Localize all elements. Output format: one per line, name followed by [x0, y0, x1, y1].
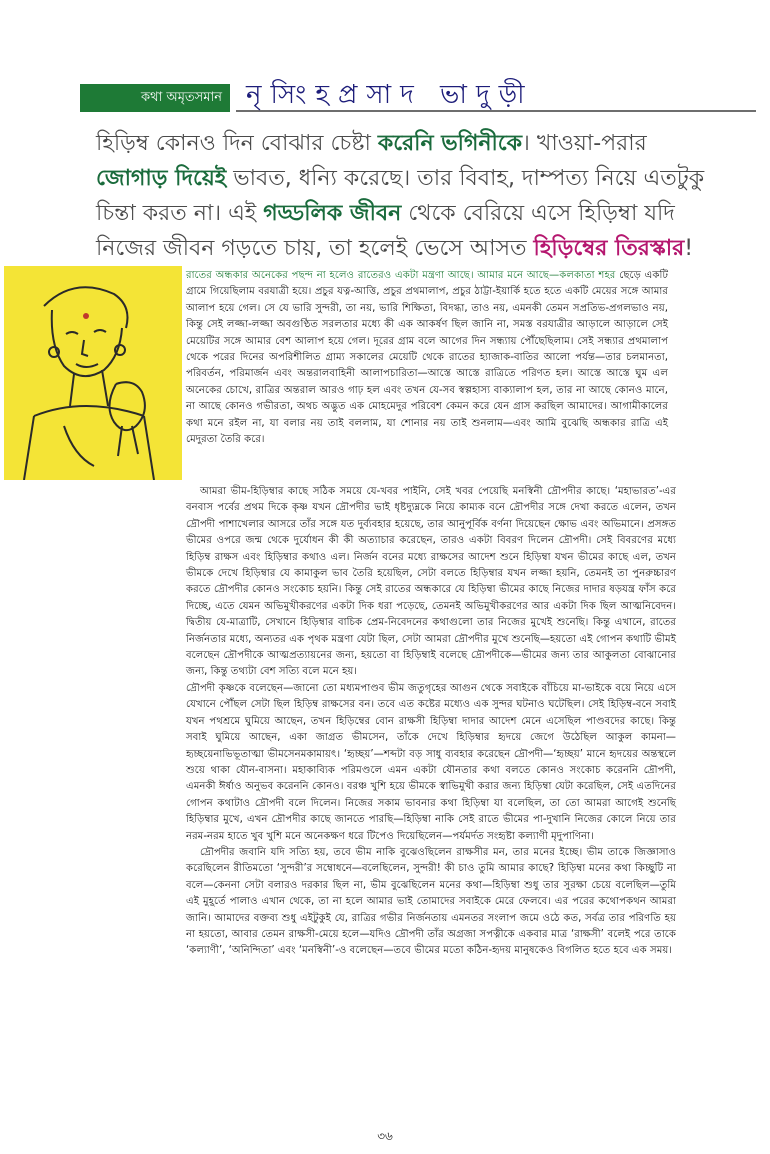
pull-quote-highlight: জোগাড় দিয়েই	[96, 166, 227, 191]
paragraph: দ্রৌপদী কৃষ্ণকে বলেছেন—জানো তো মধ্যমপাণ্ডব ভীম জতুগৃহের আগুন থেকে সবাইকে বাঁচিয়ে মা-ভাইকে বয়ে নিয়ে এসে যেখানে পৌঁছল সেটা ছিল হিড়িম্ব রাক্ষসের বন। তবে এত কষ্টের মধ্যেও এক সুন্দর ঘটনাও ঘটেছিল। সেই হিড়িম্ব-বনে সবাই যখন পথশ্রমে ঘুমিয়ে আছেন, তখন হিড়িম্বের বোন রাক্ষসী হিড়িম্বা দাদার আদেশ মেনে এসেছিল পাণ্ডবদের কাছে। কিন্তু সবাই ঘুমিয়ে আছেন, একা জাগ্রত ভীমসেন, তাঁকে দেখে হিড়িম্বার হৃদয়ে জেগে উঠেছিল আকুল কামনা— হৃচ্ছয়েনাভিভূতাত্মা ভীমসেনমকামায়ৎ। ‘হৃচ্ছয়’—শব্দটা বড় সাধু ব্যবহার করেছেন দ্রৌপদী—‘হৃচ্ছয়’ মানে হৃদয়ের অন্তস্থলে শুয়ে থাকা যৌন-বাসনা। মহাকাব্যিক পরিমণ্ডলে এমন একটা যৌনতার কথা বলতে কোনও সংকোচ করেননি দ্রৌপদী, এমনকী ঈর্ষাও অনুভব করেননি কোনও। বরঞ্চ খুশি হয়ে ভীমকে স্বাভিমুখী করার জন্য হিড়িম্বা যেটা করেছিল, সেই এতদিনের গোপন কথাটাও দ্রৌপদী বলে দিলেন। নিজের সকাম ভাবনার কথা হিড়িম্বা যা বলেছিল, তা তো আমরা আগেই শুনেছি হিড়িম্বার মুখে, এখন দ্রৌপদীর কাছে জানতে পারছি—হিড়িম্বা নাকি সেই রাতে ভীমের পা-দুখানি নিজের কোলে নিয়ে তার নরম-নরম হাতে খুব খুশি মনে অনেকক্ষণ ধরে টিপেও দিয়েছিলেন—পর্যমর্দত সংহৃষ্টা কল্যাণী মৃদুপাণিনা।	[186, 682, 676, 842]
section-tag: কথা অমৃতসমান	[80, 84, 230, 112]
body-column-bottom	[186, 484, 676, 960]
illustration	[4, 266, 182, 480]
author-name: নৃসিংহপ্রসাদ ভাদুড়ী	[246, 80, 534, 110]
paragraph	[186, 268, 668, 448]
paragraph-text: ছেড়ে একটি গ্রামে গিয়েছিলাম বরযাত্রী হয়ে। প্রচুর যত্ন-আত্তি, প্রচুর প্রথমালাপ, প্রচুর ঠাট্টা-ইয়ার্কি হতে হতে একটি মেয়ের সঙ্গে আমার আলাপ হয়ে গেল। সে যে ভারি সুন্দরী, তা নয়, ভারি শিক্ষিতা, বিদগ্ধা, তাও নয়, এমনকী তেমন সপ্রতিভ-প্রগলভাও নয়, কিন্তু সেই লজ্জা-লজ্জা অবগুণ্ঠিত সরলতার মধ্যে কী এক আকর্ষণ ছিল জানি না, সমস্ত বরযাত্রীর আড়ালে আড়ালে সেই মেয়েটির সঙ্গে আমার বেশ আলাপ হয়ে গেল। দূরের গ্রাম বলে আগের দিন সন্ধ্যায় পৌঁছেছিলাম। সেই সন্ধ্যার প্রথমালাপ থেকে পরের দিনের অপরিশীলিত গ্রাম্য সকালের মেয়েটি থেকে রাতের হ্যাজাক-বাতির আলো পর্যন্ত—তার চলমানতা, পরিবর্তন, পরিমার্জন এবং অন্তরালবাহিনী আলাপচারিতা—আস্তে আস্তে রাত্রিতে পরিণত হল। আস্তে আস্তে ঘুম এল অনেকের চোখে, রাত্রির অন্তরাল আরও গাঢ় হল এবং তখন যে-সব স্বল্পহাস্য বাক্যালাপ হল, তার না আছে কোনও মানে, না আছে কোনও গভীরতা, অথচ অদ্ভুত এক মোহমেদুর পরিবেশ কেমন করে যেন গ্রাস করছিল আমাদের। আগামীকালের কথা মনে রইল না, যা বলার নয় তাই বললাম, যা শোনার নয় তাই শুনলাম—এবং আমি বুঝেছি অন্ধকার রাত্রি এই মেদুরতা তৈরি করে।	[186, 270, 668, 446]
pull-quote	[96, 126, 716, 266]
pull-quote-text: হিড়িম্ব কোনও দিন বোঝার চেষ্টা	[96, 131, 378, 156]
body-column-top	[186, 268, 668, 448]
pull-quote-highlight: করেনি ভগিনীকে	[377, 131, 523, 156]
page-number: ৩৬	[377, 1129, 393, 1143]
paragraph: আমরা ভীম-হিড়িম্বার কাছে সঠিক সময়ে যে-খবর পাইনি, সেই খবর পেয়েছি মনস্বিনী দ্রৌপদীর কাছে। ‘মহাভারত’-এর বনবাস পর্বের প্রথম দিকে কৃষ্ণ যখন দ্রৌপদীর ভাই ধৃষ্টদ্যুম্নকে নিয়ে কাম্যক বনে দ্রৌপদীর সঙ্গে দেখা করতে এলেন, তখন দ্রৌপদী পাশাখেলার আসরে তাঁর সঙ্গে যত দুর্ব্যবহার হয়েছে, তার আনুপূর্বিক বর্ণনা দিয়েছেন ক্ষোভ এবং অভিমানে। প্রসঙ্গত ভীমের ওপরে জন্ম থেকে দুর্যোধন কী কী অত্যাচার করেছেন, তারও একটা বিবরণ দিলেন দ্রৌপদী। সেই বিবরণের মধ্যে হিড়িম্ব রাক্ষস এবং হিড়িম্বার কথাও এল। নির্জন বনের মধ্যে রাক্ষসের আদেশ শুনে হিড়িম্বা যখন ভীমের কাছে এল, তখন ভীমকে দেখে হিড়িম্বার যে কামাকুল ভাব তৈরি হয়েছিল, সেটা বলতে হিড়িম্বার যখন লজ্জা হয়নি, তেমনই তা পুনরুচ্চারণ করতে দ্রৌপদীর কোনও সংকোচ হয়নি। কিন্তু সেই রাতের অন্ধকারে যে হিড়িম্বা ভীমের কাছে নিজের দাদার ষড়যন্ত্র ফাঁস করে দিচ্ছে, এতে যেমন অভিমুখীকরণের একটা দিক ধরা পড়েছে, তেমনই অভিমুখীকরণের আর একটা দিক ছিল আত্মনিবেদন। দ্বিতীয় যে-মাত্রাটি, সেখানে হিড়িম্বার বাচিক প্রেম-নিবেদনের কথাগুলো তার নিজের মুখেই শুনেছি। কিন্তু এখানে, রাতের নির্জনতার মধ্যে, অন্যতর এক পৃথক মন্ত্রণা যেটা ছিল, সেটা আমরা দ্রৌপদীর মুখে শুনেছি—হয়তো এই গোপন কথাটি ভীমই বলেছেন দ্রৌপদীকে আত্মপ্রত্যায়নের জন্য, হয়তো বা হিড়িম্বাই বলেছে দ্রৌপদীকে—ভীমের জন্য তার আকুলতা বোঝানোর জন্য, কিন্তু তথ্যটা বেশ সত্যি বলে মনে হয়।	[186, 486, 676, 678]
pull-quote-highlight: গড্ডলিক জীবন	[263, 201, 402, 226]
paragraph: দ্রৌপদীর জবানি যদি সত্যি হয়, তবে ভীম নাকি বুঝেওছিলেন রাক্ষসীর মন, তার মনের ইচ্ছে। ভীম তাকে জিজ্ঞাসাও করেছিলেন রীতিমতো ‘সুন্দরী’র সম্বোধনে—বলেছিলেন, সুন্দরী! কী চাও তুমি আমার কাছে? হিড়িম্বা মনের কথা কিচ্ছুটি না বলে—কেননা সেটা বলারও দরকার ছিল না, ভীম বুঝেছিলেন মনের কথা—হিড়িম্বা শুধু তার সুরক্ষা চেয়ে বলেছিল—তুমি এই মুহূর্তে পালাও এখান থেকে, তা না হলে আমার ভাই তোমাদের সবাইকে মেরে ফেলবে। এর পরের কথোপকথন আমরা জানি। আমাদের বক্তব্য শুধু এইটুকুই যে, রাত্রির গভীর নির্জনতায় এমনতর সংলাপ জমে ওঠে কত, সর্বত্র তার পরিণতি হয় না হয়তো, আবার তেমন রাক্ষসী-মেয়ে হলে—যদিও দ্রৌপদী তাঁর অগ্রজা সপত্নীকে একবার মাত্র ‘রাক্ষসী’ বলেই পরে তাকে ‘কল্যাণী’, ‘অনিন্দিতা’ এবং ‘মনস্বিনী’-ও বলেছেন—তবে ভীমের মতো কঠিন-হৃদয় মানুষকেও বিগলিত হতে হবে এক সময়।	[186, 846, 676, 957]
pull-quote-text: !	[684, 236, 694, 261]
pull-quote-text: ভাবত, ধন্যি করেছে। তার বিবাহ, দাম্পত্য নিয়ে এতটুকু চিন্তা করত না। এই	[96, 166, 705, 226]
lead-in: রাতের অন্ধকার অনেকের পছন্দ না হলেও রাতেরও একটা মন্ত্রণা আছে। আমার মনে আছে—কলকাতা শহর	[186, 270, 616, 281]
pull-quote-text: থেকে বেরিয়ে এসে হিড়িম্বা যদি নিজের জীবন গড়তে চায়, তা হলেই ভেসে আসত	[96, 201, 675, 261]
sketch-figure-icon	[4, 266, 182, 480]
pull-quote-highlight: হিড়িম্বের তিরস্কার	[533, 236, 685, 261]
pull-quote-text: । খাওয়া-পরার	[522, 131, 647, 156]
